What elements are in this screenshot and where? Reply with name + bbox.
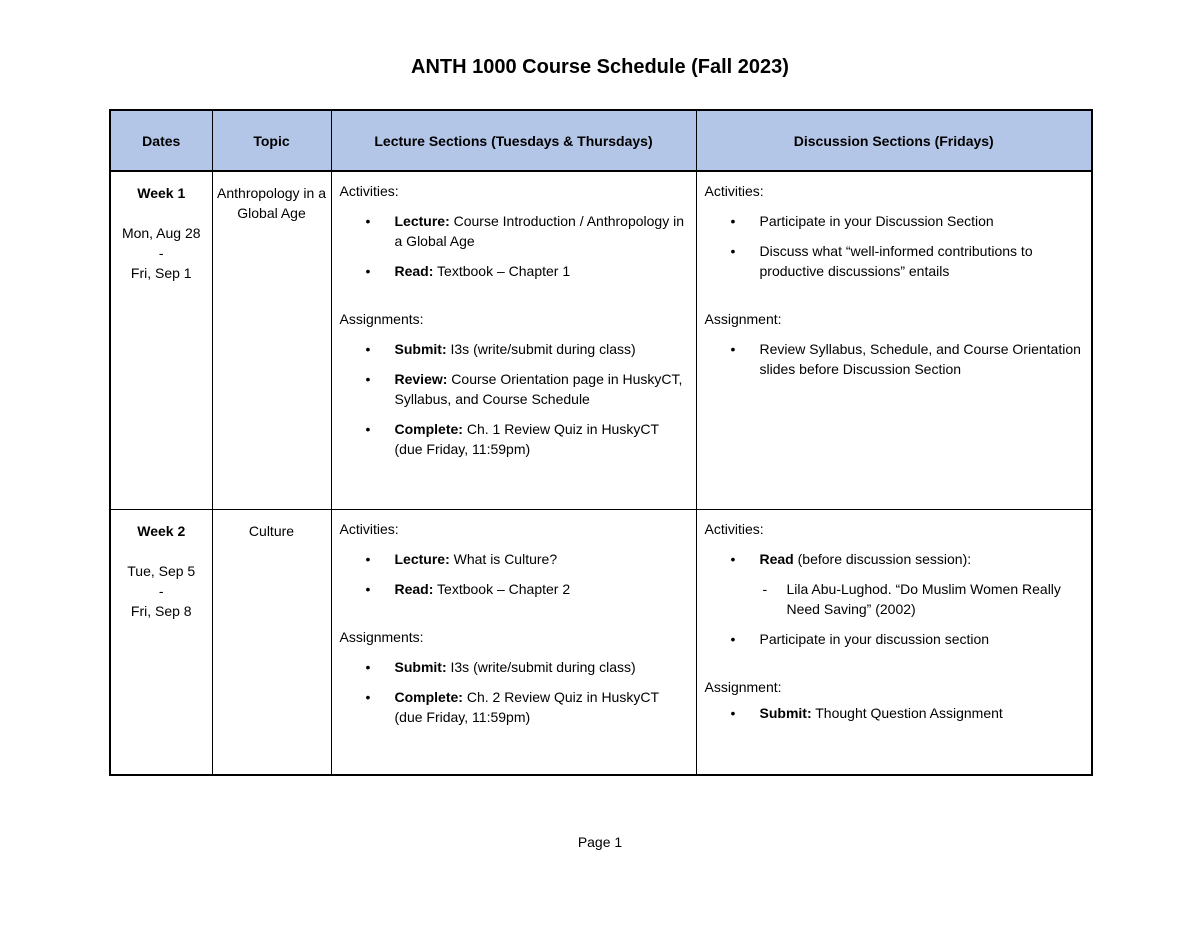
table-row <box>110 171 1092 510</box>
page-number: Page 1 <box>577 834 623 850</box>
item-text: Course Introduction / Anthropology in a Global Age <box>394 213 684 249</box>
week-label: Week 2 <box>137 523 186 539</box>
page-title: ANTH 1000 Course Schedule (Fall 2023) <box>411 56 789 78</box>
list-item: • Review Syllabus, Schedule, and Course Orientation slides before Discussion Section <box>705 339 1084 379</box>
list-item <box>705 549 1084 619</box>
item-bold: Submit: <box>759 705 812 721</box>
assignments-label: Assignments: <box>339 311 424 327</box>
reading-item: - Lila Abu-Lughod. “Do Muslim Women Really Need Saving” (2002) <box>705 579 1084 619</box>
activities-label: Activities: <box>704 521 764 537</box>
item-bold: Submit: <box>394 341 447 357</box>
assignments-list <box>340 657 688 727</box>
header-topic: Topic <box>212 110 331 171</box>
item-bold: Submit: <box>394 659 447 675</box>
list-item <box>340 419 688 459</box>
activities-list <box>340 549 688 599</box>
activities-list <box>340 211 688 281</box>
activities-list <box>705 211 1084 281</box>
schedule-table <box>109 109 1093 776</box>
activities-label: Activities: <box>339 183 399 199</box>
header-dates: Dates <box>110 110 212 171</box>
reading-sublist <box>705 579 1084 619</box>
item-text: Textbook – Chapter 2 <box>433 581 571 597</box>
lecture-cell <box>331 510 696 776</box>
range-dash: - <box>158 245 164 261</box>
week-label: Week 1 <box>137 185 186 201</box>
item-text: Textbook – Chapter 1 <box>433 263 571 279</box>
discussion-cell <box>696 510 1092 776</box>
topic-cell: Culture <box>212 510 331 776</box>
list-item: • Discuss what “well-informed contributions to productive discussions” entails <box>705 241 1084 281</box>
item-text: Ch. 2 Review Quiz in HuskyCT (due Friday, 11:59pm) <box>394 689 659 725</box>
list-item <box>340 211 688 251</box>
item-bold: Complete: <box>394 421 463 437</box>
item-text: (before discussion session): <box>793 551 972 567</box>
list-item <box>340 549 688 569</box>
assignments-label: Assignments: <box>339 629 424 645</box>
range-end: Fri, Sep 1 <box>130 265 192 281</box>
item-bold: Complete: <box>394 689 463 705</box>
header-lecture: Lecture Sections (Tuesdays & Thursdays) <box>331 110 696 171</box>
range-start: Mon, Aug 28 <box>121 225 201 241</box>
range-end: Fri, Sep 8 <box>130 603 192 619</box>
item-text: Thought Question Assignment <box>811 705 1003 721</box>
item-bold: Read: <box>394 581 434 597</box>
list-item <box>340 261 688 281</box>
item-bold: Review: <box>394 371 448 387</box>
item-text: I3s (write/submit during class) <box>446 659 636 675</box>
list-item <box>340 657 688 677</box>
dates-cell <box>110 510 212 776</box>
item-bold: Read <box>759 551 794 567</box>
discussion-cell <box>696 171 1092 510</box>
item-bold: Lecture: <box>394 551 450 567</box>
list-item <box>340 339 688 359</box>
item-bold: Read: <box>394 263 434 279</box>
lecture-cell <box>331 171 696 510</box>
item-text: What is Culture? <box>449 551 558 567</box>
assignments-list <box>705 339 1084 379</box>
activities-list <box>705 549 1084 649</box>
dates-cell <box>110 171 212 510</box>
item-text: Ch. 1 Review Quiz in HuskyCT (due Friday, 11:59pm) <box>394 421 659 457</box>
assignments-label: Assignment: <box>704 679 782 695</box>
list-item <box>705 703 1084 723</box>
topic-cell: Anthropology in a Global Age <box>212 171 331 510</box>
list-item: • Participate in your discussion section <box>705 629 1084 649</box>
list-item: • Participate in your Discussion Section <box>705 211 1084 231</box>
range-start: Tue, Sep 5 <box>127 563 196 579</box>
table-row <box>110 510 1092 776</box>
item-text: I3s (write/submit during class) <box>446 341 636 357</box>
list-item <box>340 579 688 599</box>
assignments-label: Assignment: <box>704 311 782 327</box>
list-item <box>340 687 688 727</box>
assignments-list <box>340 339 688 459</box>
header-row <box>110 110 1092 171</box>
list-item <box>340 369 688 409</box>
activities-label: Activities: <box>339 521 399 537</box>
item-text: Course Orientation page in HuskyCT, Syllabus, and Course Schedule <box>394 371 683 407</box>
assignments-list <box>705 703 1084 723</box>
activities-label: Activities: <box>704 183 764 199</box>
item-bold: Lecture: <box>394 213 450 229</box>
header-discussion: Discussion Sections (Fridays) <box>696 110 1092 171</box>
range-dash: - <box>158 583 164 599</box>
